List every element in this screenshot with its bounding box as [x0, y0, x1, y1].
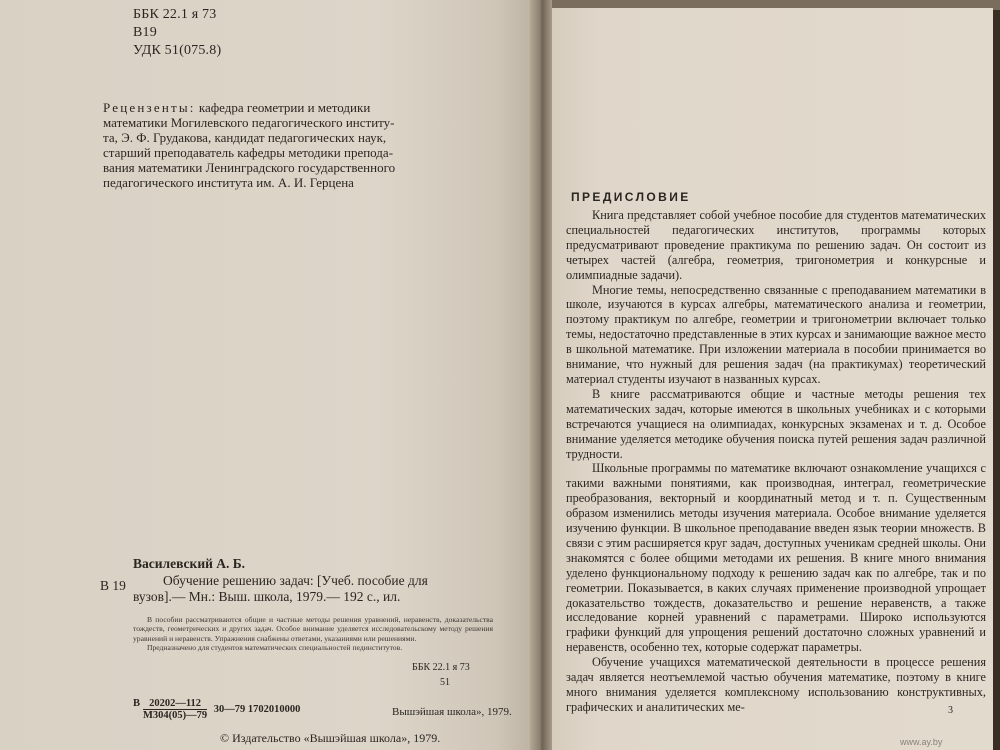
bbk-block — [133, 6, 221, 60]
annotation-text: В пособии рассматриваются общие и частные методы решения уравнений, неравенств, доказательства тождеств, геометрических и других задач. Особое внимание уделяется исследовательскому методу решения уравнений и неравенств. Упражнения снабжены ответами, указаниями или решениями. — [133, 615, 493, 643]
title-line: вузов].— Мн.: Выш. школа, 1979.— 192 с., ил. — [133, 589, 401, 604]
catalog-code: В 19 — [100, 578, 126, 593]
reviewers-block — [103, 100, 498, 190]
publishing-code — [143, 698, 300, 721]
reviewers-line: та, Э. Ф. Грудакова, кандидат педагогических наук, — [103, 130, 387, 145]
preface-paragraph: Книга представляет собой учебное пособие для студентов математических специальностей педагогических институтов, программы которых предусматривают проведение практикума по решению задач. Он состоит из четырех частей (алгебра, геометрия, тригонометрия и конкурсные и олимпиадные задачи). — [566, 208, 986, 282]
book-gutter — [530, 0, 552, 750]
code-denominator: М304(05)—79 — [143, 710, 208, 721]
reviewers-label: Рецензенты: — [103, 100, 196, 115]
code-rest: 30—79 1702010000 — [213, 703, 301, 715]
annotation-block — [133, 615, 493, 652]
bbk-bottom: ББК 22.1 я 73 — [412, 662, 470, 673]
preface-paragraph: Школьные программы по математике включают ознакомление учащихся с такими важными понятиями, как производная, интеграл, геометрические преобразования, векторный и координатный метод и т. п. Существенным образом изменились методы изучения материала. Особое внимание уделяется изучению функции. В школьное преподавание введен язык теории множеств. В связи с этим расширяется круг задач, доступных ученикам средней школы. Они знакомятся с более общими методами их решения. В книге много внимания уделено функциональному подходу к решению задач как по алгебре, так и по геометрии. Показывается, в каких случаях применение производной упрощает доказательство тождеств, доказательство и решение неравенств, а также исследование корней уравнений с параметрами. Широко используются графики функций для упрощения решений достаточно сложных уравнений и неравенств, особенно тех, которые содержат параметры. — [566, 461, 986, 655]
reviewers-line: педагогического института им. А. И. Герцена — [103, 175, 354, 190]
preface-paragraph: В книге рассматриваются общие и частные методы решения тех математических задач, которые имеются в школьных учебниках и с которыми встречаются учащиеся на олимпиадах, конкурсных экзаменах и т. д. Особое внимание уделяется методике обучения поиска путей решения задач различной трудности. — [566, 386, 986, 461]
bbk-line: УДК 51(075.8) — [133, 43, 222, 58]
reviewers-text: кафедра геометрии и методики — [198, 100, 371, 115]
intended-audience: Предназначено для студентов математических специальностей пединститутов. — [147, 642, 403, 652]
bbk-line: ББК 22.1 я 73 — [133, 7, 217, 22]
preface-text — [566, 208, 986, 715]
author-name: Василевский А. Б. — [133, 556, 246, 571]
bibliographic-title — [133, 573, 503, 605]
preface-paragraph: Обучение учащихся математической деятельности в процессе решения задач является неотъемлемой частью обучения математике, поэтому в книге много внимания уделяется комплексному использованию конструктивных, графических и аналитических ме- — [566, 655, 986, 714]
code-fraction — [143, 698, 207, 721]
page-number: 3 — [948, 705, 953, 716]
preface-heading: ПРЕДИСЛОВИЕ — [571, 190, 691, 204]
reviewers-line: вания математики Ленинградского государственного — [103, 160, 396, 175]
watermark: www.ay.by — [900, 737, 943, 747]
reviewers-line: старший преподаватель кафедры методики препода- — [103, 145, 394, 160]
publisher-short: Вышэйшая школа», 1979. — [392, 706, 512, 718]
page-count-code: 51 — [440, 677, 450, 688]
copyright-line: © Издательство «Вышэйшая школа», 1979. — [220, 731, 441, 745]
code-prefix: В — [133, 698, 141, 709]
reviewers-line: математики Могилевского педагогического институ- — [103, 115, 395, 130]
title-line: Обучение решению задач: [Учеб. пособие для — [163, 573, 428, 588]
code-numerator: 20202—112 — [143, 698, 207, 710]
preface-paragraph: Многие темы, непосредственно связанные с преподаванием математики в школе, изучаются в курсах алгебры, математического анализа и геометрии, поэтому практикум по алгебре, геометрии и тригонометрии включает только темы, недостаточно представленные в этих курсах и занимающие важное место в школьной математике. При изложении материала в пособии принимается во внимание, что нужный для решения задач (на практикумах) теоретический материал студенты изучают в названных курсах. — [566, 282, 986, 386]
bbk-line: В19 — [133, 25, 157, 40]
reviewers-line — [103, 100, 498, 115]
